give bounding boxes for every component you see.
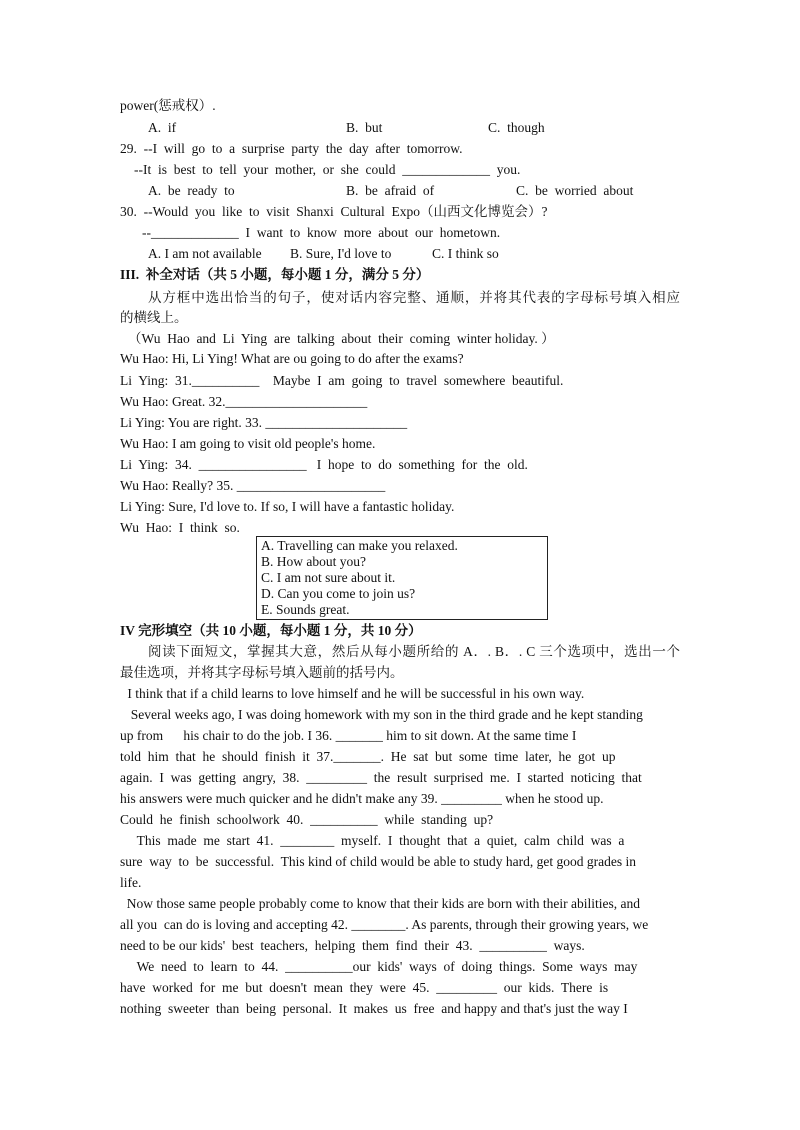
passage-line: nothing sweeter than being personal. It makes us free and happy and that's just the way I [120,1001,628,1016]
section4-instruction-line2: 最佳选项，并将其字母标号填入题前的括号内。 [120,665,404,680]
box-option-b: B. How about you? [261,554,366,569]
q28-option-a: A. if [148,120,177,135]
box-option-c: C. I am not sure about it. [261,570,396,585]
section3-instruction-line2: 的横线上。 [120,310,188,325]
passage-line: need to be our kids' best teachers, helping them find their 43. __________ ways. [120,938,585,953]
passage-line: Now those same people probably come to know that their kids are born with their abilities, and [120,896,641,911]
dialogue-line: Li Ying: 31.__________ Maybe I am going to travel somewhere beautiful. [120,373,564,388]
passage-line: up from his chair to do the job. I 36. _______ him to sit down. At the same time I [120,728,577,743]
dialogue-line: Wu Hao: Hi, Li Ying! What are ou going to do after the exams? [120,351,464,366]
q30-prompt: 30. --Would you like to visit Shanxi Cultural Expo（山西文化博览会）? [120,204,548,219]
section3-instruction-line1: 从方框中选出恰当的句子，使对话内容完整、通顺，并将其代表的字母标号填入相应 [148,290,680,305]
q28-option-b: B. but [346,120,383,135]
passage-line: life. [120,875,142,890]
passage-line: all you can do is loving and accepting 42. ________. As parents, through their growing years, we [120,917,649,932]
dialogue-line: Li Ying: Sure, I'd love to. If so, I will have a fantastic holiday. [120,499,455,514]
q29-response: --It is best to tell your mother, or she could _____________ you. [134,162,521,177]
passage-line: I think that if a child learns to love himself and he will be successful in his own way. [124,686,585,701]
q30-response: --_____________ I want to know more about our hometown. [142,225,501,240]
dialogue-line: Wu Hao: I am going to visit old people's home. [120,436,376,451]
dialogue-line: Wu Hao: I think so. [120,520,240,535]
dialogue-line: Li Ying: You are right. 33. _____________________ [120,415,408,430]
passage-line: This made me start 41. ________ myself. I thought that a quiet, calm child was a [120,833,625,848]
q30-option-b: B. Sure, I'd love to [290,246,392,261]
box-option-a: A. Travelling can make you relaxed. [261,538,458,553]
q28-text: power(惩戒权）. [120,98,216,113]
options-box [256,536,548,620]
passage-line: his answers were much quicker and he didn't make any 39. _________ when he stood up. [120,791,604,806]
passage-line: sure way to be successful. This kind of child would be able to study hard, get good grades in [120,854,637,869]
section3-context: （Wu Hao and Li Ying are talking about their coming winter holiday. ） [128,331,555,346]
q29-option-a: A. be ready to [148,183,235,198]
dialogue-line: Wu Hao: Really? 35. ______________________ [120,478,386,493]
passage-line: have worked for me but doesn't mean they were 45. _________ our kids. There is [120,980,609,995]
box-option-e: E. Sounds great. [261,602,350,617]
passage-line: We need to learn to 44. __________our kids' ways of doing things. Some ways may [120,959,638,974]
passage-line: again. I was getting angry, 38. _________ the result surprised me. I started noticing that [120,770,642,785]
q29-option-b: B. be afraid of [346,183,435,198]
dialogue-line: Wu Hao: Great. 32._____________________ [120,394,368,409]
section4-instruction-line1: 阅读下面短文，掌握其大意，然后从每小题所给的 A．. B．. C 三个选项中，选出一个 [148,644,680,659]
section3-heading: III. 补全对话（共 5 小题，每小题 1 分，满分 5 分） [120,267,430,282]
passage-line: told him that he should finish it 37._______. He sat but some time later, he got up [120,749,616,764]
dialogue-line: Li Ying: 34. ________________ I hope to do something for the old. [120,457,528,472]
section4-heading: IV 完形填空（共 10 小题，每小题 1 分，共 10 分） [120,623,422,638]
box-option-d: D. Can you come to join us? [261,586,416,601]
q29-prompt: 29. --I will go to a surprise party the day after tomorrow. [120,141,463,156]
passage-line: Could he finish schoolwork 40. __________ while standing up? [120,812,494,827]
passage-line: Several weeks ago, I was doing homework with my son in the third grade and he kept standing [124,707,643,722]
q30-option-a: A. I am not available [148,246,262,261]
q28-option-c: C. though [488,120,545,135]
q29-option-c: C. be worried about [516,183,634,198]
q30-option-c: C. I think so [432,246,499,261]
